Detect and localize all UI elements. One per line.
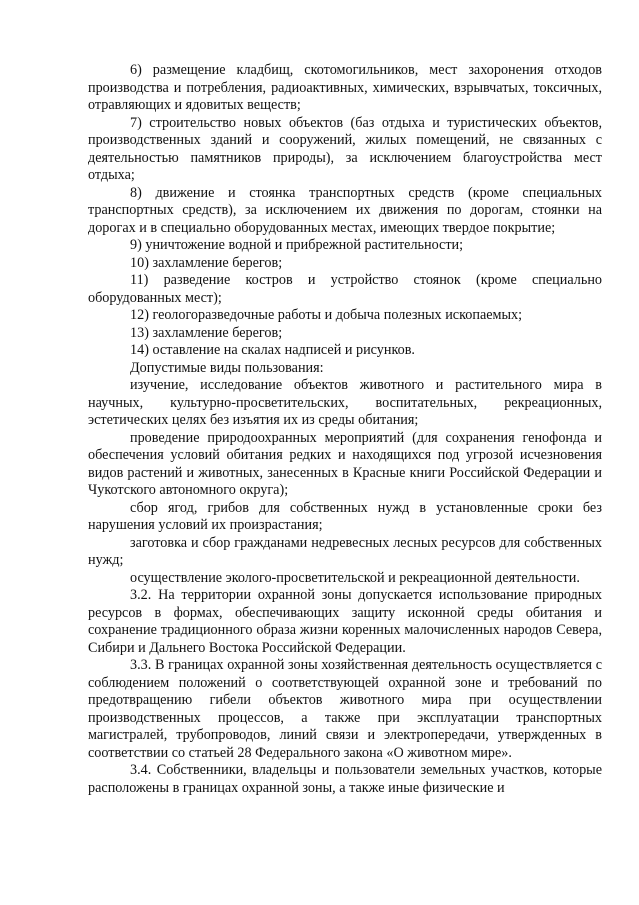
allowed-use-research: изучение, исследование объектов животного и растительного мира в научных, культурно-просветительских, воспитательных, рекреационных, эстетических целях без изъятия их из среды обитания;	[88, 377, 602, 428]
paragraph-item-9: 9) уничтожение водной и прибрежной растительности;	[130, 237, 464, 253]
clause-3-4: 3.4. Собственники, владельцы и пользователи земельных участков, которые расположены в границах охранной зоны, а также иные физические и	[88, 762, 602, 796]
allowed-use-education: осуществление эколого-просветительской и рекреационной деятельности.	[130, 569, 580, 586]
paragraph-item-6: 6) размещение кладбищ, скотомогильников, мест захоронения отходов производства и потребления, радиоактивных, химических, взрывчатых, токсичных, отравляющих и ядовитых веществ;	[88, 62, 602, 113]
allowed-use-conservation: проведение природоохранных мероприятий (для сохранения генофонда и обеспечения условий обитания редких и находящихся под угрозой исчезновения видов растений и животных, занесенных в Красные книги Российской Федерации и Чукотского автономного округа);	[88, 429, 602, 498]
clause-3-3: 3.3. В границах охранной зоны хозяйственная деятельность осуществляется с соблюдением положений о соответствующей охранной зоне и требований по предотвращению гибели объектов животного мира при осуществлении производственных процессов, а также при эксплуатации транспортных магистралей, трубопроводов, линий связи и электропередачи, утвержденных в соответствии со статьей 28 Федерального закона «О животном мире».	[88, 657, 602, 761]
allowed-uses-heading: Допустимые виды пользования:	[130, 359, 324, 376]
paragraph-item-11: 11) разведение костров и устройство стоянок (кроме специально оборудованных мест);	[88, 272, 602, 306]
allowed-use-forest-resources: заготовка и сбор гражданами недревесных лесных ресурсов для собственных нужд;	[88, 534, 602, 568]
paragraph-item-12: 12) геологоразведочные работы и добыча полезных ископаемых;	[130, 307, 523, 323]
document-page	[88, 62, 602, 797]
paragraph-item-8: 8) движение и стоянка транспортных средств (кроме специальных транспортных средств), за исключением их движения по дорогам, стоянки на дорогах и в специально оборудованных местах, имеющих твердое покрытие;	[88, 184, 602, 236]
paragraph-item-13: 13) захламление берегов;	[130, 324, 283, 341]
paragraph-item-10: 10) захламление берегов;	[130, 254, 283, 271]
paragraph-item-7: 7) строительство новых объектов (баз отдыха и туристических объектов, производственных зданий и сооружений, жилых помещений, не связанных с деятельностью памятников природы), за исключением благоустройства мест отдыха;	[88, 114, 602, 183]
allowed-use-gathering: сбор ягод, грибов для собственных нужд в установленные сроки без нарушения условий их произрастания;	[88, 499, 602, 533]
clause-3-2: 3.2. На территории охранной зоны допускается использование природных ресурсов в формах, обеспечивающих защиту исконной среды обитания и сохранение традиционного образа жизни коренных малочисленных народов Севера, Сибири и Дальнего Востока Российской Федерации.	[88, 587, 602, 656]
paragraph-item-14: 14) оставление на скалах надписей и рисунков.	[130, 342, 415, 358]
